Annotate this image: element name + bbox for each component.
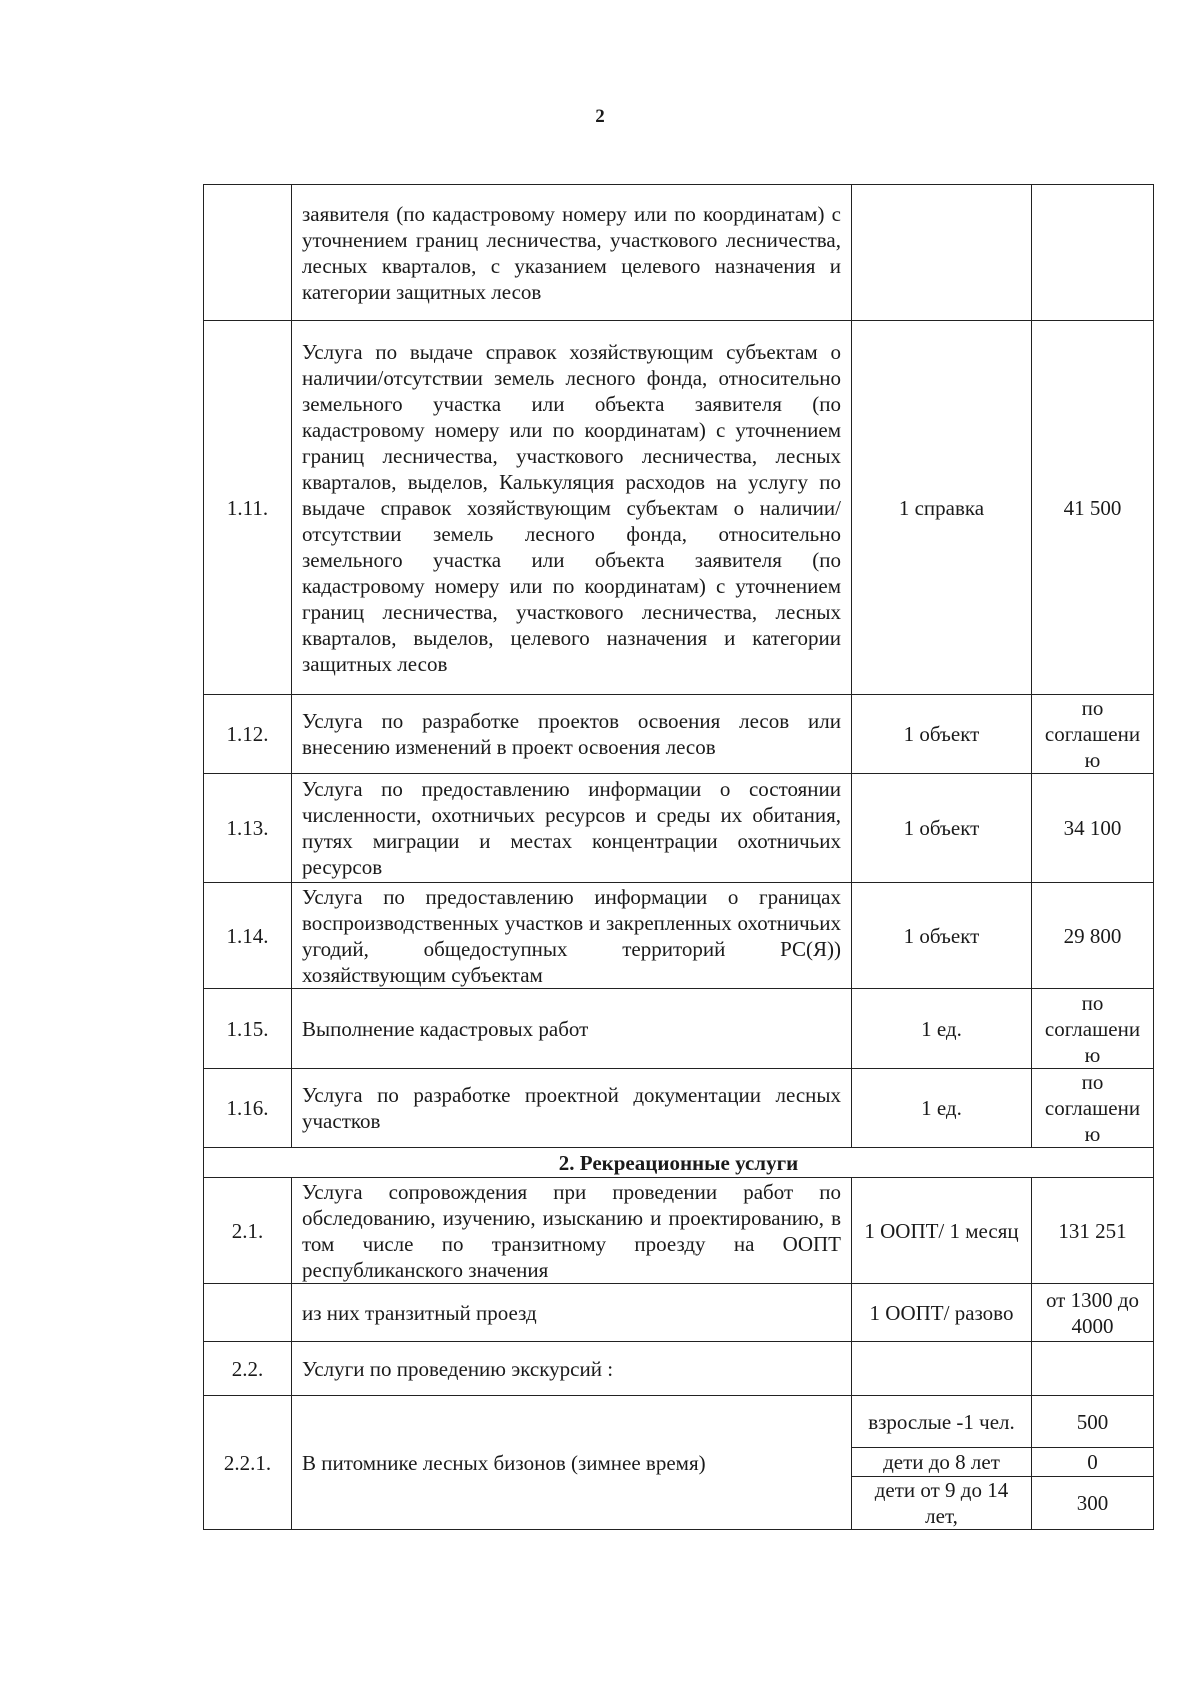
row-number: 2.2.1. bbox=[204, 1396, 292, 1530]
service-unit: 1 ООПТ/ 1 месяц bbox=[852, 1178, 1032, 1284]
service-description: из них транзитный проезд bbox=[292, 1284, 852, 1342]
service-price: по соглашени ю bbox=[1032, 989, 1154, 1069]
table-row bbox=[204, 1178, 1154, 1284]
service-description: заявителя (по кадастровому номеру или по координатам) с уточнением границ лесничества, участкового лесничества, лесных кварталов, с указанием целевого назначения и категории защитных лесов bbox=[292, 185, 852, 321]
row-number: 1.12. bbox=[204, 695, 292, 774]
section-title: 2. Рекреационные услуги bbox=[204, 1148, 1154, 1178]
ticket-category: взрослые -1 чел. bbox=[852, 1396, 1032, 1448]
table-row bbox=[204, 883, 1154, 989]
service-description: Услуга по разработке проектов освоения лесов или внесению изменений в проект освоения лесов bbox=[292, 695, 852, 774]
row-number: 1.14. bbox=[204, 883, 292, 989]
service-price: 34 100 bbox=[1032, 774, 1154, 883]
table-row bbox=[204, 1396, 1154, 1448]
table-row bbox=[204, 1342, 1154, 1396]
table-row bbox=[204, 774, 1154, 883]
service-description: Услуга по разработке проектной документации лесных участков bbox=[292, 1069, 852, 1148]
price-table bbox=[203, 184, 1154, 1530]
service-unit: 1 ед. bbox=[852, 1069, 1032, 1148]
service-price: 131 251 bbox=[1032, 1178, 1154, 1284]
service-price bbox=[1032, 1342, 1154, 1396]
service-unit: 1 справка bbox=[852, 321, 1032, 695]
service-description: Выполнение кадастровых работ bbox=[292, 989, 852, 1069]
service-description: В питомнике лесных бизонов (зимнее время) bbox=[292, 1396, 852, 1530]
row-number: 2.1. bbox=[204, 1178, 292, 1284]
row-number: 1.16. bbox=[204, 1069, 292, 1148]
service-unit: 1 ед. bbox=[852, 989, 1032, 1069]
service-price: по соглашени ю bbox=[1032, 1069, 1154, 1148]
service-description: Услуга по выдаче справок хозяйствующим субъектам о наличии/отсутствии земель лесного фонда, относительно земельного участка или объекта заявителя (по кадастровому номеру или по координатам) с уточнением границ лесничества, участкового лесничества, лесных кварталов, выделов, Калькуляция расходов на услугу по выдаче справок хозяйствующим субъектам о наличии/отсутствии земель лесного фонда, относительно земельного участка или объекта заявителя (по кадастровому номеру или по координатам) с уточнением границ лесничества, участкового лесничества, лесных кварталов, выделов, целевого назначения и категории защитных лесов bbox=[292, 321, 852, 695]
table-row bbox=[204, 185, 1154, 321]
page-number: 2 bbox=[595, 106, 605, 127]
ticket-price: 500 bbox=[1032, 1396, 1154, 1448]
service-price: от 1300 до 4000 bbox=[1032, 1284, 1154, 1342]
service-unit: 1 ООПТ/ разово bbox=[852, 1284, 1032, 1342]
row-number bbox=[204, 1284, 292, 1342]
ticket-category: дети до 8 лет bbox=[852, 1448, 1032, 1477]
table-row bbox=[204, 989, 1154, 1069]
ticket-price: 300 bbox=[1032, 1477, 1154, 1530]
service-description: Услуга по предоставлению информации о состоянии численности, охотничьих ресурсов и среды их обитания, путях миграции и местах концентрации охотничьих ресурсов bbox=[292, 774, 852, 883]
service-price: 41 500 bbox=[1032, 321, 1154, 695]
row-number: 2.2. bbox=[204, 1342, 292, 1396]
section-header-row bbox=[204, 1148, 1154, 1178]
ticket-price: 0 bbox=[1032, 1448, 1154, 1477]
service-price: по соглашени ю bbox=[1032, 695, 1154, 774]
service-unit bbox=[852, 185, 1032, 321]
service-unit bbox=[852, 1342, 1032, 1396]
table-row bbox=[204, 321, 1154, 695]
service-description: Услуга сопровождения при проведении работ по обследованию, изучению, изысканию и проектированию, в том числе по транзитному проезду на ООПТ республиканского значения bbox=[292, 1178, 852, 1284]
service-unit: 1 объект bbox=[852, 774, 1032, 883]
row-number: 1.13. bbox=[204, 774, 292, 883]
table-row bbox=[204, 695, 1154, 774]
row-number: 1.15. bbox=[204, 989, 292, 1069]
service-description: Услуги по проведению экскурсий : bbox=[292, 1342, 852, 1396]
service-price: 29 800 bbox=[1032, 883, 1154, 989]
table-row bbox=[204, 1284, 1154, 1342]
service-price bbox=[1032, 185, 1154, 321]
service-unit: 1 объект bbox=[852, 695, 1032, 774]
service-unit: 1 объект bbox=[852, 883, 1032, 989]
row-number: 1.11. bbox=[204, 321, 292, 695]
service-description: Услуга по предоставлению информации о границах воспроизводственных участков и закрепленных охотничьих угодий, общедоступных территорий РС(Я)) хозяйствующим субъектам bbox=[292, 883, 852, 989]
table-row bbox=[204, 1069, 1154, 1148]
row-number bbox=[204, 185, 292, 321]
ticket-category: дети от 9 до 14 лет, bbox=[852, 1477, 1032, 1530]
